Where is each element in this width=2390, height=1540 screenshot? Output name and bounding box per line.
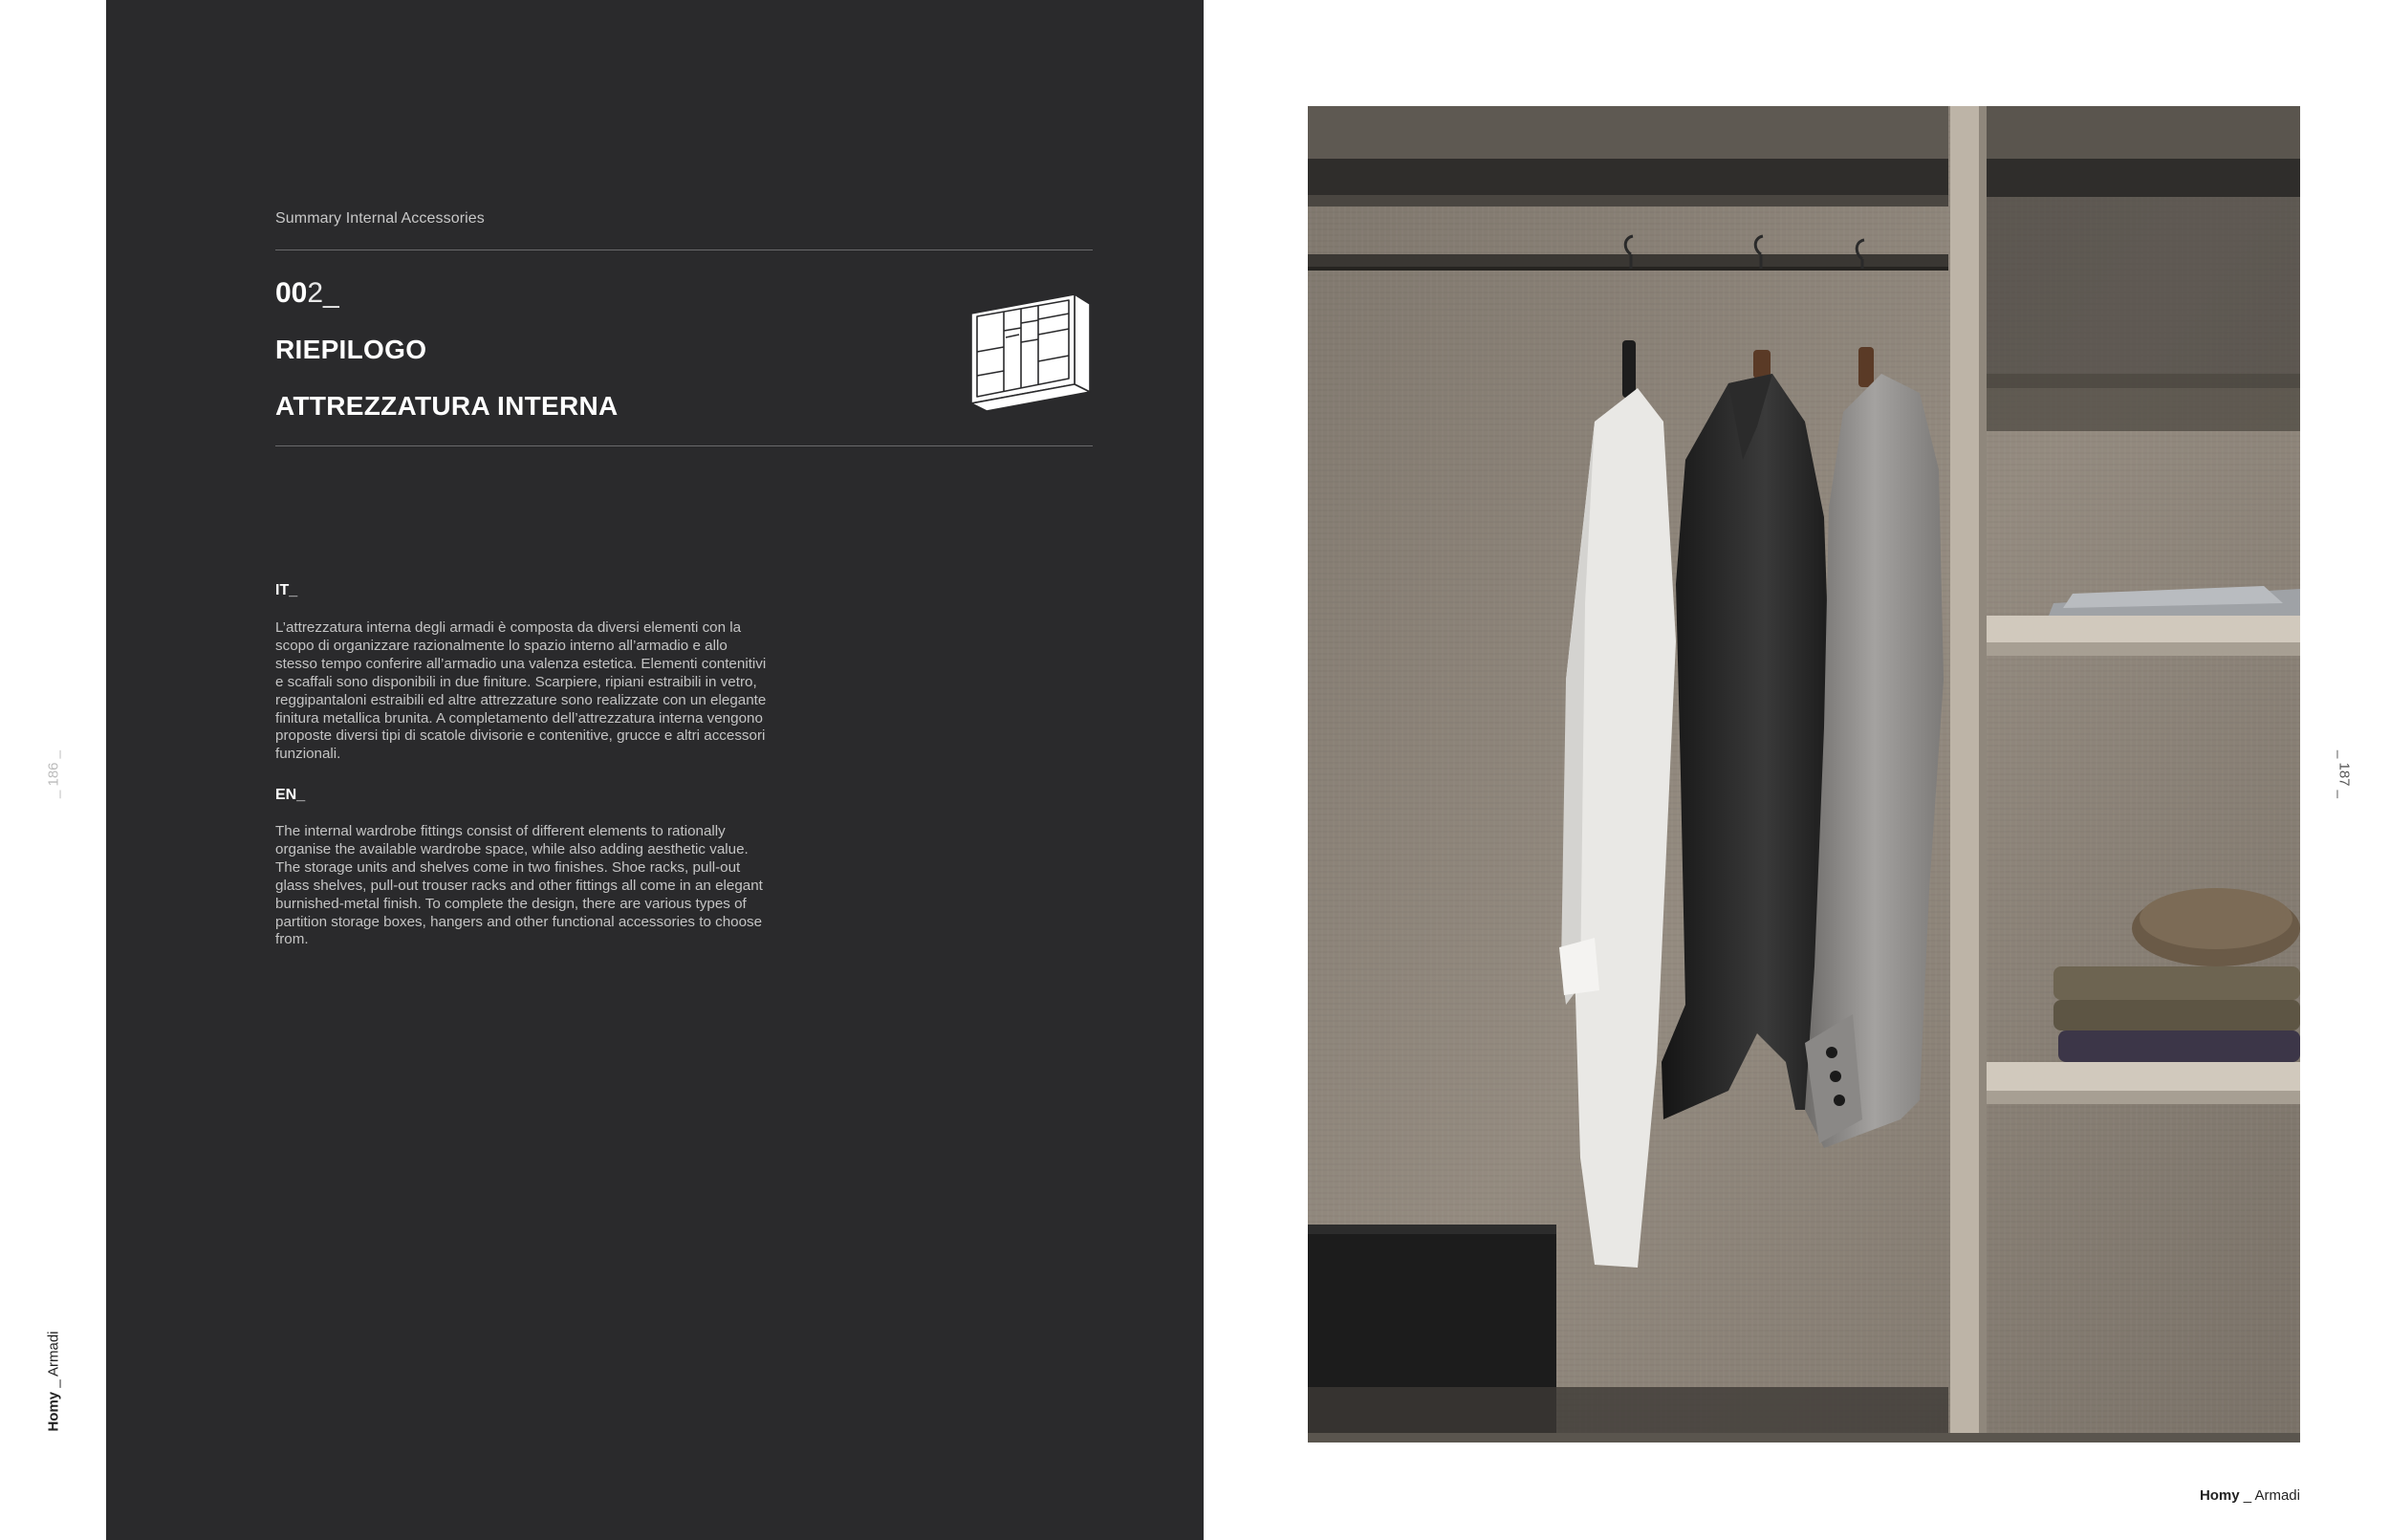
dark-text-panel: [106, 0, 1204, 1540]
page-number-left: _ 186 _: [45, 749, 62, 799]
english-heading: EN_: [275, 787, 306, 803]
bottom-divider: [275, 445, 1093, 446]
section-number: [275, 277, 339, 310]
italian-body-text: L’attrezzatura interna degli armadi è composta da diversi elementi con la scopo di organizzare razionalmente lo spazio interno all’armadio e allo stesso tempo conferire all’armadio una valenza estetica. Elementi contenitivi e scaffali sono disponibili in due finiture. Scarpiere, ripiani estraibili in vetro, reggipantaloni estraibili ed altre attrezzature sono realizzate con un elegante finitura metallica brunita. A completamento dell’attrezzatura interna vengono proposte diversi tipi di scatole divisorie e contenitive, grucce e altri accessori funzionali.: [275, 619, 767, 763]
brand-footer-left: [46, 1331, 62, 1431]
section-subtitle: Summary Internal Accessories: [275, 210, 485, 227]
brand-name: Homy: [45, 1391, 62, 1432]
page-title-line-2: ATTREZZATURA INTERNA: [275, 391, 619, 421]
wardrobe-line-icon: [967, 285, 1094, 421]
brand-section: _ Armadi: [45, 1331, 62, 1392]
page-title-line-1: RIEPILOGO: [275, 335, 427, 364]
english-body-text: The internal wardrobe fittings consist of different elements to rationally organise the available wardrobe space, while also adding aesthetic value. The storage units and shelves come in two finishes. Shoe racks, pull-out glass shelves, pull-out trouser racks and other fittings all come in an elegant burnished-metal finish. To complete the design, there are various types of partition storage boxes, hangers and other functional accessories to choose from.: [275, 823, 763, 948]
brand-footer-right: [2200, 1487, 2300, 1504]
section-number-bold: 00: [275, 277, 308, 309]
italian-heading: IT_: [275, 582, 298, 598]
section-number-light: 2_: [307, 277, 339, 309]
brand-section: _ Armadi: [2239, 1487, 2300, 1504]
brand-name: Homy: [2199, 1487, 2240, 1504]
page-number-right: _ 187 _: [2336, 749, 2353, 799]
wardrobe-photo: [1308, 106, 2300, 1442]
top-divider: [275, 249, 1093, 250]
